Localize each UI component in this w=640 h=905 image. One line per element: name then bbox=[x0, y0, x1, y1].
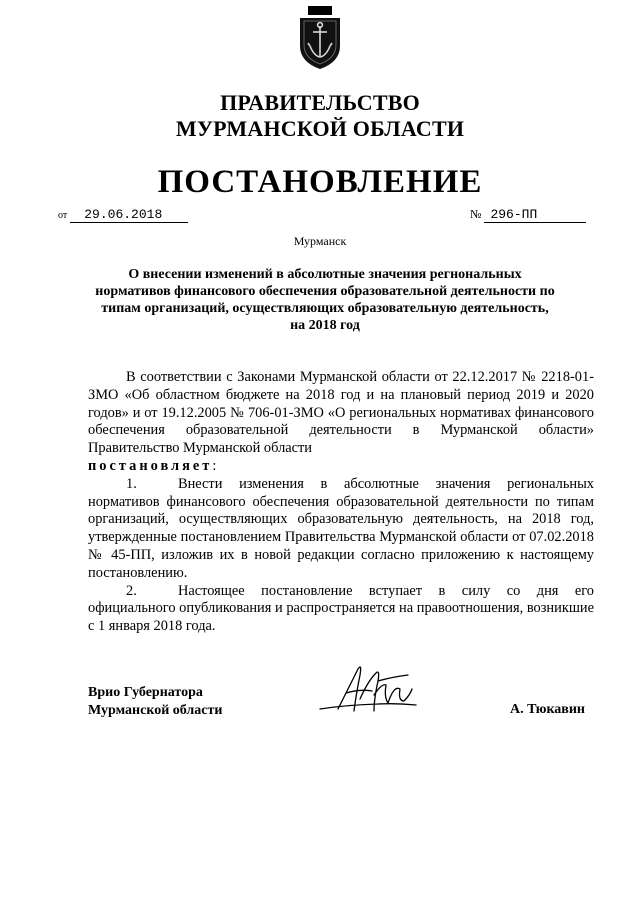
city: Мурманск bbox=[293, 234, 347, 248]
item-2-paragraph bbox=[88, 583, 594, 636]
government-line-1: ПРАВИТЕЛЬСТВО bbox=[220, 90, 420, 115]
date-prefix: от bbox=[58, 210, 68, 221]
signer-title-line-2: Мурманской области bbox=[88, 703, 223, 718]
subject-line-2: нормативов финансового обеспечения образовательной деятельности по bbox=[95, 284, 555, 299]
document-type-heading: ПОСТАНОВЛЕНИЕ bbox=[157, 164, 483, 200]
subject-line-1: О внесении изменений в абсолютные значения регнональных bbox=[128, 267, 522, 282]
subject-line-4: на 2018 год bbox=[290, 318, 360, 333]
subject-line-3: типам организаций, осуществляющих образовательную деятельность, bbox=[101, 301, 549, 316]
resolves-colon: : bbox=[212, 457, 217, 474]
resolves-line bbox=[88, 458, 594, 476]
number-prefix: № bbox=[470, 207, 482, 221]
number-value: 296-ПП bbox=[484, 207, 586, 223]
government-name bbox=[0, 90, 640, 142]
item-1-paragraph bbox=[88, 476, 594, 583]
signer-title bbox=[88, 684, 222, 720]
date-value: 29.06.2018 bbox=[70, 207, 188, 223]
government-line-2: МУРМАНСКОЙ ОБЛАСТИ bbox=[175, 116, 465, 141]
item-1-number: 1. bbox=[126, 475, 137, 492]
item-2-text: Настоящее постановление вступает в силу со дня его официального опубликования и распространяется на правоотношения, возникшие с 1 января 2018 года. bbox=[88, 582, 594, 635]
document-body bbox=[88, 369, 594, 636]
signer-title-line-1: Врио Губернатора bbox=[88, 685, 203, 700]
number-field bbox=[470, 207, 586, 223]
handwritten-signature-icon bbox=[316, 655, 426, 721]
preamble-paragraph bbox=[88, 369, 594, 458]
item-2-number: 2. bbox=[126, 582, 137, 599]
document-subject bbox=[60, 266, 590, 334]
item-1-text: Внести изменения в абсолютные значения региональных нормативов финансового обеспечения образовательной деятельности по типам организаций, осуществляющих образовательную деятельность, на 2018 год, утвержденные постановлением Правительства Мурманской области от 07.02.2018 № 45-ПП, изложив их в новой редакции согласно приложению к настоящему постановлению. bbox=[88, 475, 594, 581]
signer-name: А. Тюкавин bbox=[510, 702, 585, 717]
date-field bbox=[58, 207, 188, 223]
coat-of-arms-icon bbox=[298, 6, 342, 70]
preamble-text: В соответствии с Законами Мурманской области от 22.12.2017 № 2218-01-ЗМО «Об областном бюджете на 2018 год и на плановый период 2019 и 2020 годов» и от 19.12.2005 № 706-01-ЗМО «О региональных нормативах финансового обеспечения образовательной деятельности в Мурманской области» Правительство Мурманской области bbox=[88, 369, 594, 457]
resolves-word: постановляет bbox=[88, 457, 213, 474]
